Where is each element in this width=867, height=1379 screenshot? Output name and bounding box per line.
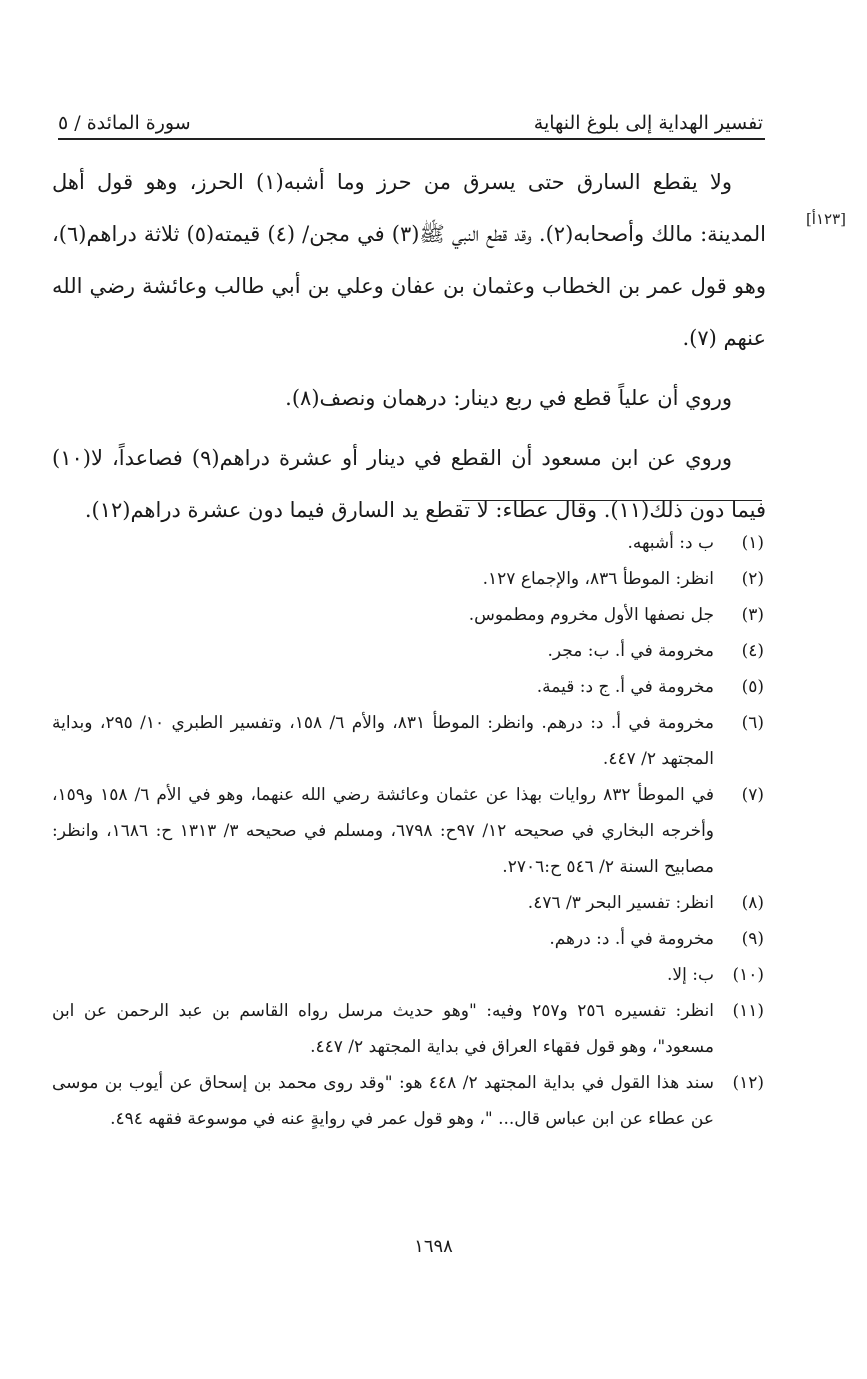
footnote-text: انظر: تفسير البحر ٣/ ٤٧٦. (527, 893, 714, 913)
paragraph: وروي عن ابن مسعود أن القطع في دينار أو عشرة دراهم(٩) فصاعداً، لا(١٠) فيما دون ذلك(١١). وقال عطاء: لا تقطع يد السارق فيما دون عشرة دراهم(١٢). (52, 446, 766, 522)
footnote (52, 705, 764, 777)
footnote-divider (462, 500, 762, 501)
footnote-number: (١) (741, 533, 764, 553)
footnote-text: مخرومة في أ. د: درهم. (549, 929, 714, 949)
footnote-number: (١١) (732, 1001, 764, 1021)
footnote-number: (٣) (741, 605, 764, 625)
main-text (52, 156, 766, 536)
footnote-number: (٤) (741, 641, 764, 661)
footnote-number: (٩) (741, 929, 764, 949)
manuscript-folio-marker: [١٢٣أ] (805, 210, 846, 228)
footnote (52, 561, 764, 597)
footnote-text: مخرومة في أ. ج د: قيمة. (536, 677, 714, 697)
paragraph: وروي أن علياً قطع في ربع دينار: درهمان ونصف(٨). (285, 386, 732, 410)
footnote-number: (١٠) (732, 965, 764, 985)
footnote (52, 957, 764, 993)
footnote (52, 597, 764, 633)
footnote-text: ب: إلا. (667, 965, 714, 985)
footnote (52, 669, 764, 705)
paragraph: ولا يقطع السارق حتى يسرق من حرز وما أشبه(١) الحرز، وهو قول أهل المدينة: مالك وأصحابه(٢). وقد قطع النبي ﷺ(٣) في مجن/ (٤) قيمته(٥) ثلاثة دراهم(٦)، وهو قول عمر بن الخطاب وعثمان بن عفان وعلي بن أبي طالب وعائشة رضي الله عنهم (٧). (52, 170, 766, 350)
footnote (52, 777, 764, 885)
footnote (52, 885, 764, 921)
footnote-text: انظر: تفسيره ٢٥٦ و٢٥٧ وفيه: "وهو حديث مرسل رواه القاسم بن عبد الرحمن عن ابن مسعود"، وهو قول فقهاء العراق في بداية المجتهد ٢/ ٤٤٧. (52, 1001, 715, 1057)
footnote-text: جل نصفها الأول مخروم ومطموس. (468, 605, 714, 625)
footnote-number: (٢) (741, 569, 764, 589)
footnote-text: مخرومة في أ. ب: مجر. (547, 641, 714, 661)
page-number: ١٦٩٨ (414, 1236, 453, 1257)
footnote-text: مخرومة في أ. د: درهم. وانظر: الموطأ ٨٣١، والأم ٦/ ١٥٨، وتفسير الطبري ١٠/ ٢٩٥، وبداية المجتهد ٢/ ٤٤٧. (52, 713, 714, 769)
footnote-text: انظر: الموطأ ٨٣٦، والإجماع ١٢٧. (482, 569, 714, 589)
footnote-text: في الموطأ ٨٣٢ روايات بهذا عن عثمان وعائشة رضي الله عنهما، وهو في الأم ٦/ ١٥٨ و١٥٩، وأخرجه البخاري في صحيحه ١٢/ ٩٧ح: ٦٧٩٨، ومسلم في صحيحه ٣/ ١٣١٣ ح: ١٦٨٦، وانظر: مصابيح السنة ٢/ ٥٤٦ ح:٢٧٠٦. (52, 785, 715, 877)
running-header (58, 100, 763, 134)
header-divider (58, 138, 765, 140)
surah-label: سورة المائدة / ٥ (58, 112, 191, 134)
footnote-text: سند هذا القول في بداية المجتهد ٢/ ٤٤٨ هو: "وقد روى محمد بن إسحاق عن أيوب بن موسى عن عطاء عن ابن عباس قال... "، وهو قول عمر في روايةٍ عنه في موسوعة فقهه ٤٩٤. (52, 1073, 714, 1129)
footnote (52, 921, 764, 957)
book-title: تفسير الهداية إلى بلوغ النهاية (533, 112, 763, 134)
footnote-number: (٥) (741, 677, 764, 697)
footnote-number: (٧) (741, 785, 764, 805)
footnote (52, 633, 764, 669)
footnote-number: (٨) (741, 893, 764, 913)
footnote (52, 1065, 764, 1137)
footnote (52, 525, 764, 561)
footnote (52, 993, 764, 1065)
footnote-text: ب د: أشبهه. (627, 533, 714, 553)
footnotes (52, 525, 764, 1137)
footnote-number: (١٢) (732, 1073, 764, 1093)
footnote-number: (٦) (741, 713, 764, 733)
